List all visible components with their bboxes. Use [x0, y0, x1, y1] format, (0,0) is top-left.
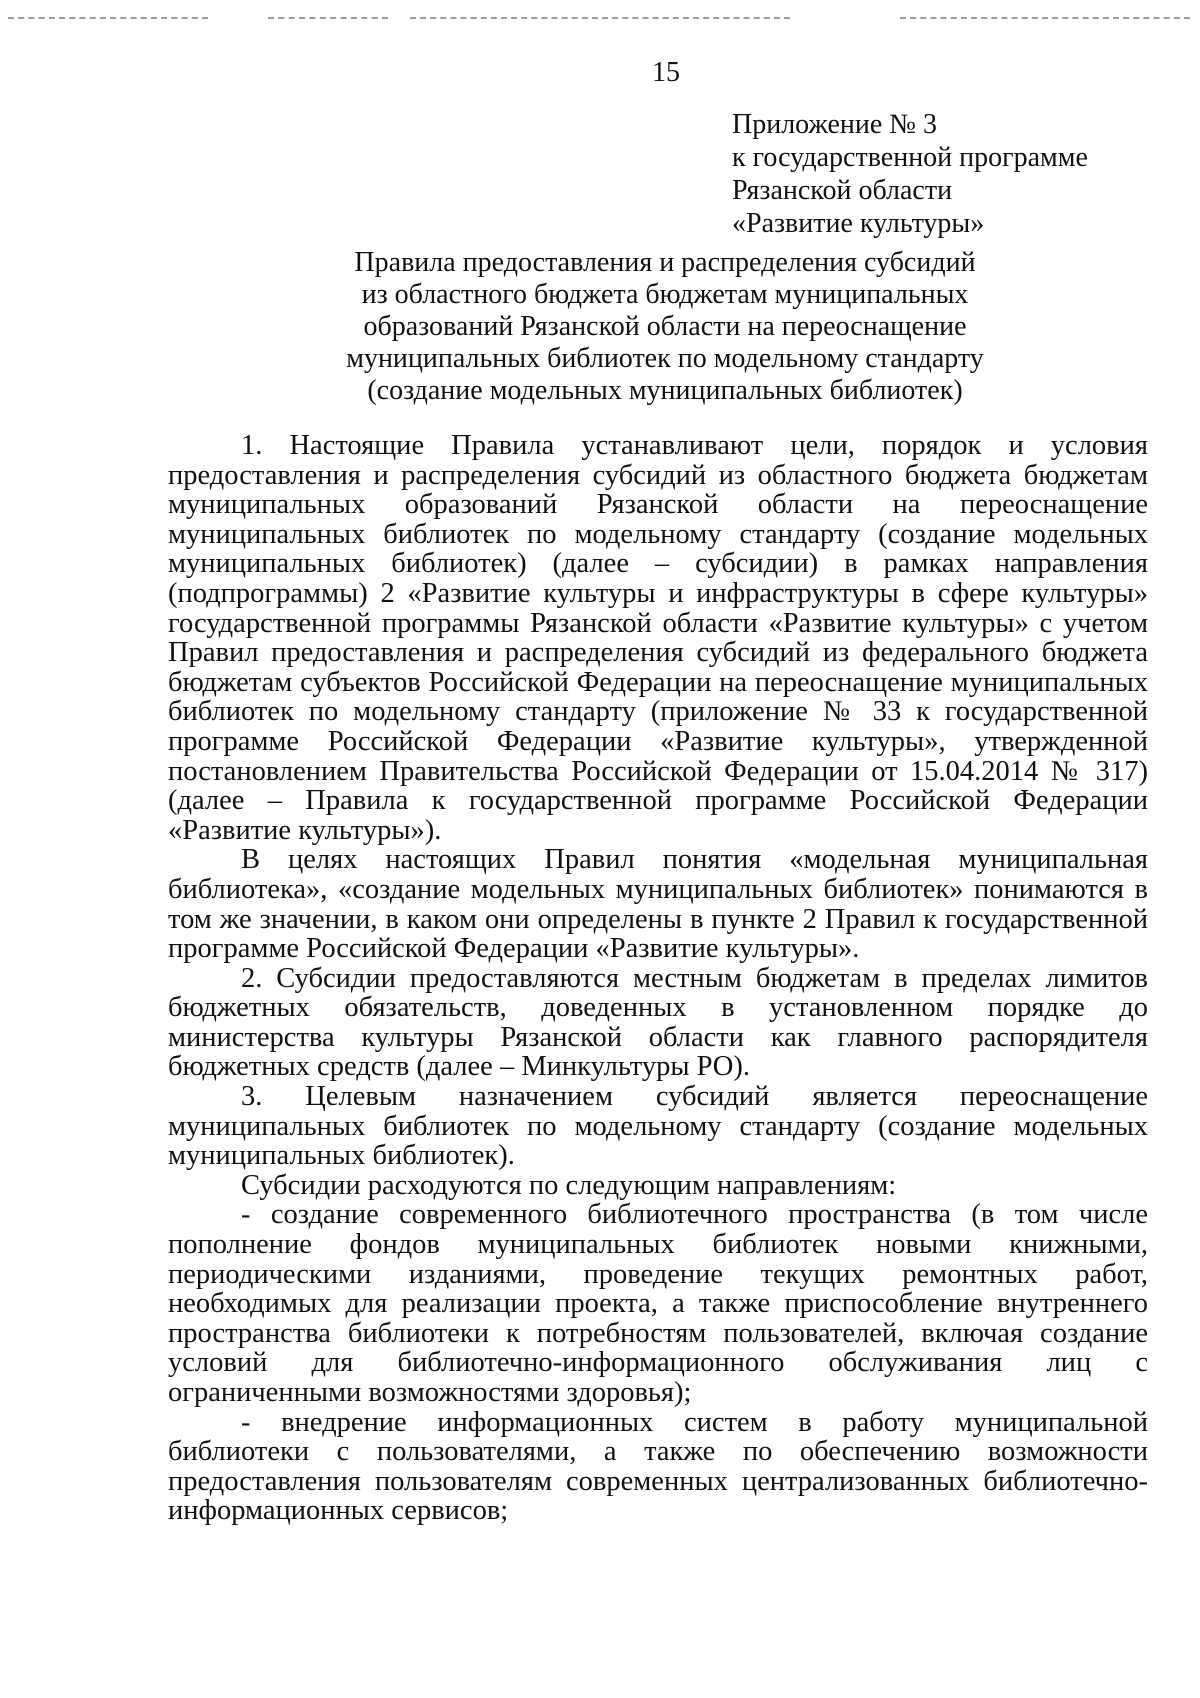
- appendix-line: «Развитие культуры»: [732, 208, 985, 239]
- scan-edge-mark: [410, 17, 790, 19]
- appendix-line: к государственной программе: [732, 142, 1088, 173]
- paragraph-2: 2. Субсидии предоставляются местным бюджетам в пределах лимитов бюджетных обязательств, доведенных в установленном порядке до министерства культуры Рязанской области как главного распорядителя бюджетных средств (далее – Минкультуры РО).: [168, 962, 1148, 1083]
- paragraph-1: 1. Настоящие Правила устанавливают цели, порядок и условия предоставления и распределения субсидий из областного бюджета бюджетам муниципальных образований Рязанской области на переоснащение муниципальных библиотек по модельному стандарту (создание модельных муниципальных библиотек) (далее – субсидии) в рамках направления (подпрограммы) 2 «Развитие культуры и инфраструктуры в сфере культуры» государственной программы Рязанской области «Развитие культуры» с учетом Правил предоставления и распределения субсидий из федерального бюджета бюджетам субъектов Российской Федерации на переоснащение муниципальных библиотек по модельному стандарту (приложение № 33 к государственной программе Российской Федерации «Развитие культуры», утвержденной постановлением Правительства Российской Федерации от 15.04.2014 № 317) (далее – Правила к государственной программе Российской Федерации «Развитие культуры»).: [168, 430, 1148, 846]
- paragraph-directions-intro: Субсидии расходуются по следующим направлениям:: [241, 1169, 897, 1201]
- list-item-library-space: - создание современного библиотечного пространства (в том числе пополнение фондов муниципальных библиотек новыми книжными, периодическими изданиями, проведение текущих ремонтных работ, необходимых для реализации проекта, а также приспособление внутреннего пространства библиотеки к потребностям пользователей, включая создание условий для библиотечно-информационного обслуживания лиц с ограниченными возможностями здоровья);: [168, 1199, 1148, 1408]
- title-line: (создание модельных муниципальных библиотек): [367, 375, 963, 406]
- scan-edge-mark: [268, 17, 388, 19]
- title-line: муниципальных библиотек по модельному стандарту: [346, 343, 984, 374]
- list-item-information-systems: - внедрение информационных систем в работу муниципальной библиотеки с пользователями, а также по обеспечению возможности предоставления пользователям современных централизованных библиотечно-информационных сервисов;: [168, 1406, 1148, 1527]
- paragraph-definitions: В целях настоящих Правил понятия «модельная муниципальная библиотека», «создание модельных муниципальных библиотек» понимаются в том же значении, в каком они определены в пункте 2 Правил к государственной программе Российской Федерации «Развитие культуры».: [168, 844, 1148, 965]
- appendix-header: [732, 108, 1088, 240]
- title-line: из областного бюджета бюджетам муниципальных: [361, 279, 969, 310]
- scan-edge-mark: [900, 17, 1190, 19]
- title-line: образований Рязанской области на переоснащение: [363, 311, 967, 342]
- appendix-line: Рязанской области: [732, 175, 953, 206]
- title-line: Правила предоставления и распределения субсидий: [354, 247, 976, 278]
- paragraph-3: 3. Целевым назначением субсидий является переоснащение муниципальных библиотек по модельному стандарту (создание модельных муниципальных библиотек).: [168, 1081, 1148, 1172]
- scan-edge-mark: [8, 17, 208, 19]
- document-title: [300, 247, 1030, 407]
- appendix-line: Приложение № 3: [732, 109, 937, 140]
- document-body: [168, 431, 1148, 1526]
- page-number: 15: [652, 57, 680, 88]
